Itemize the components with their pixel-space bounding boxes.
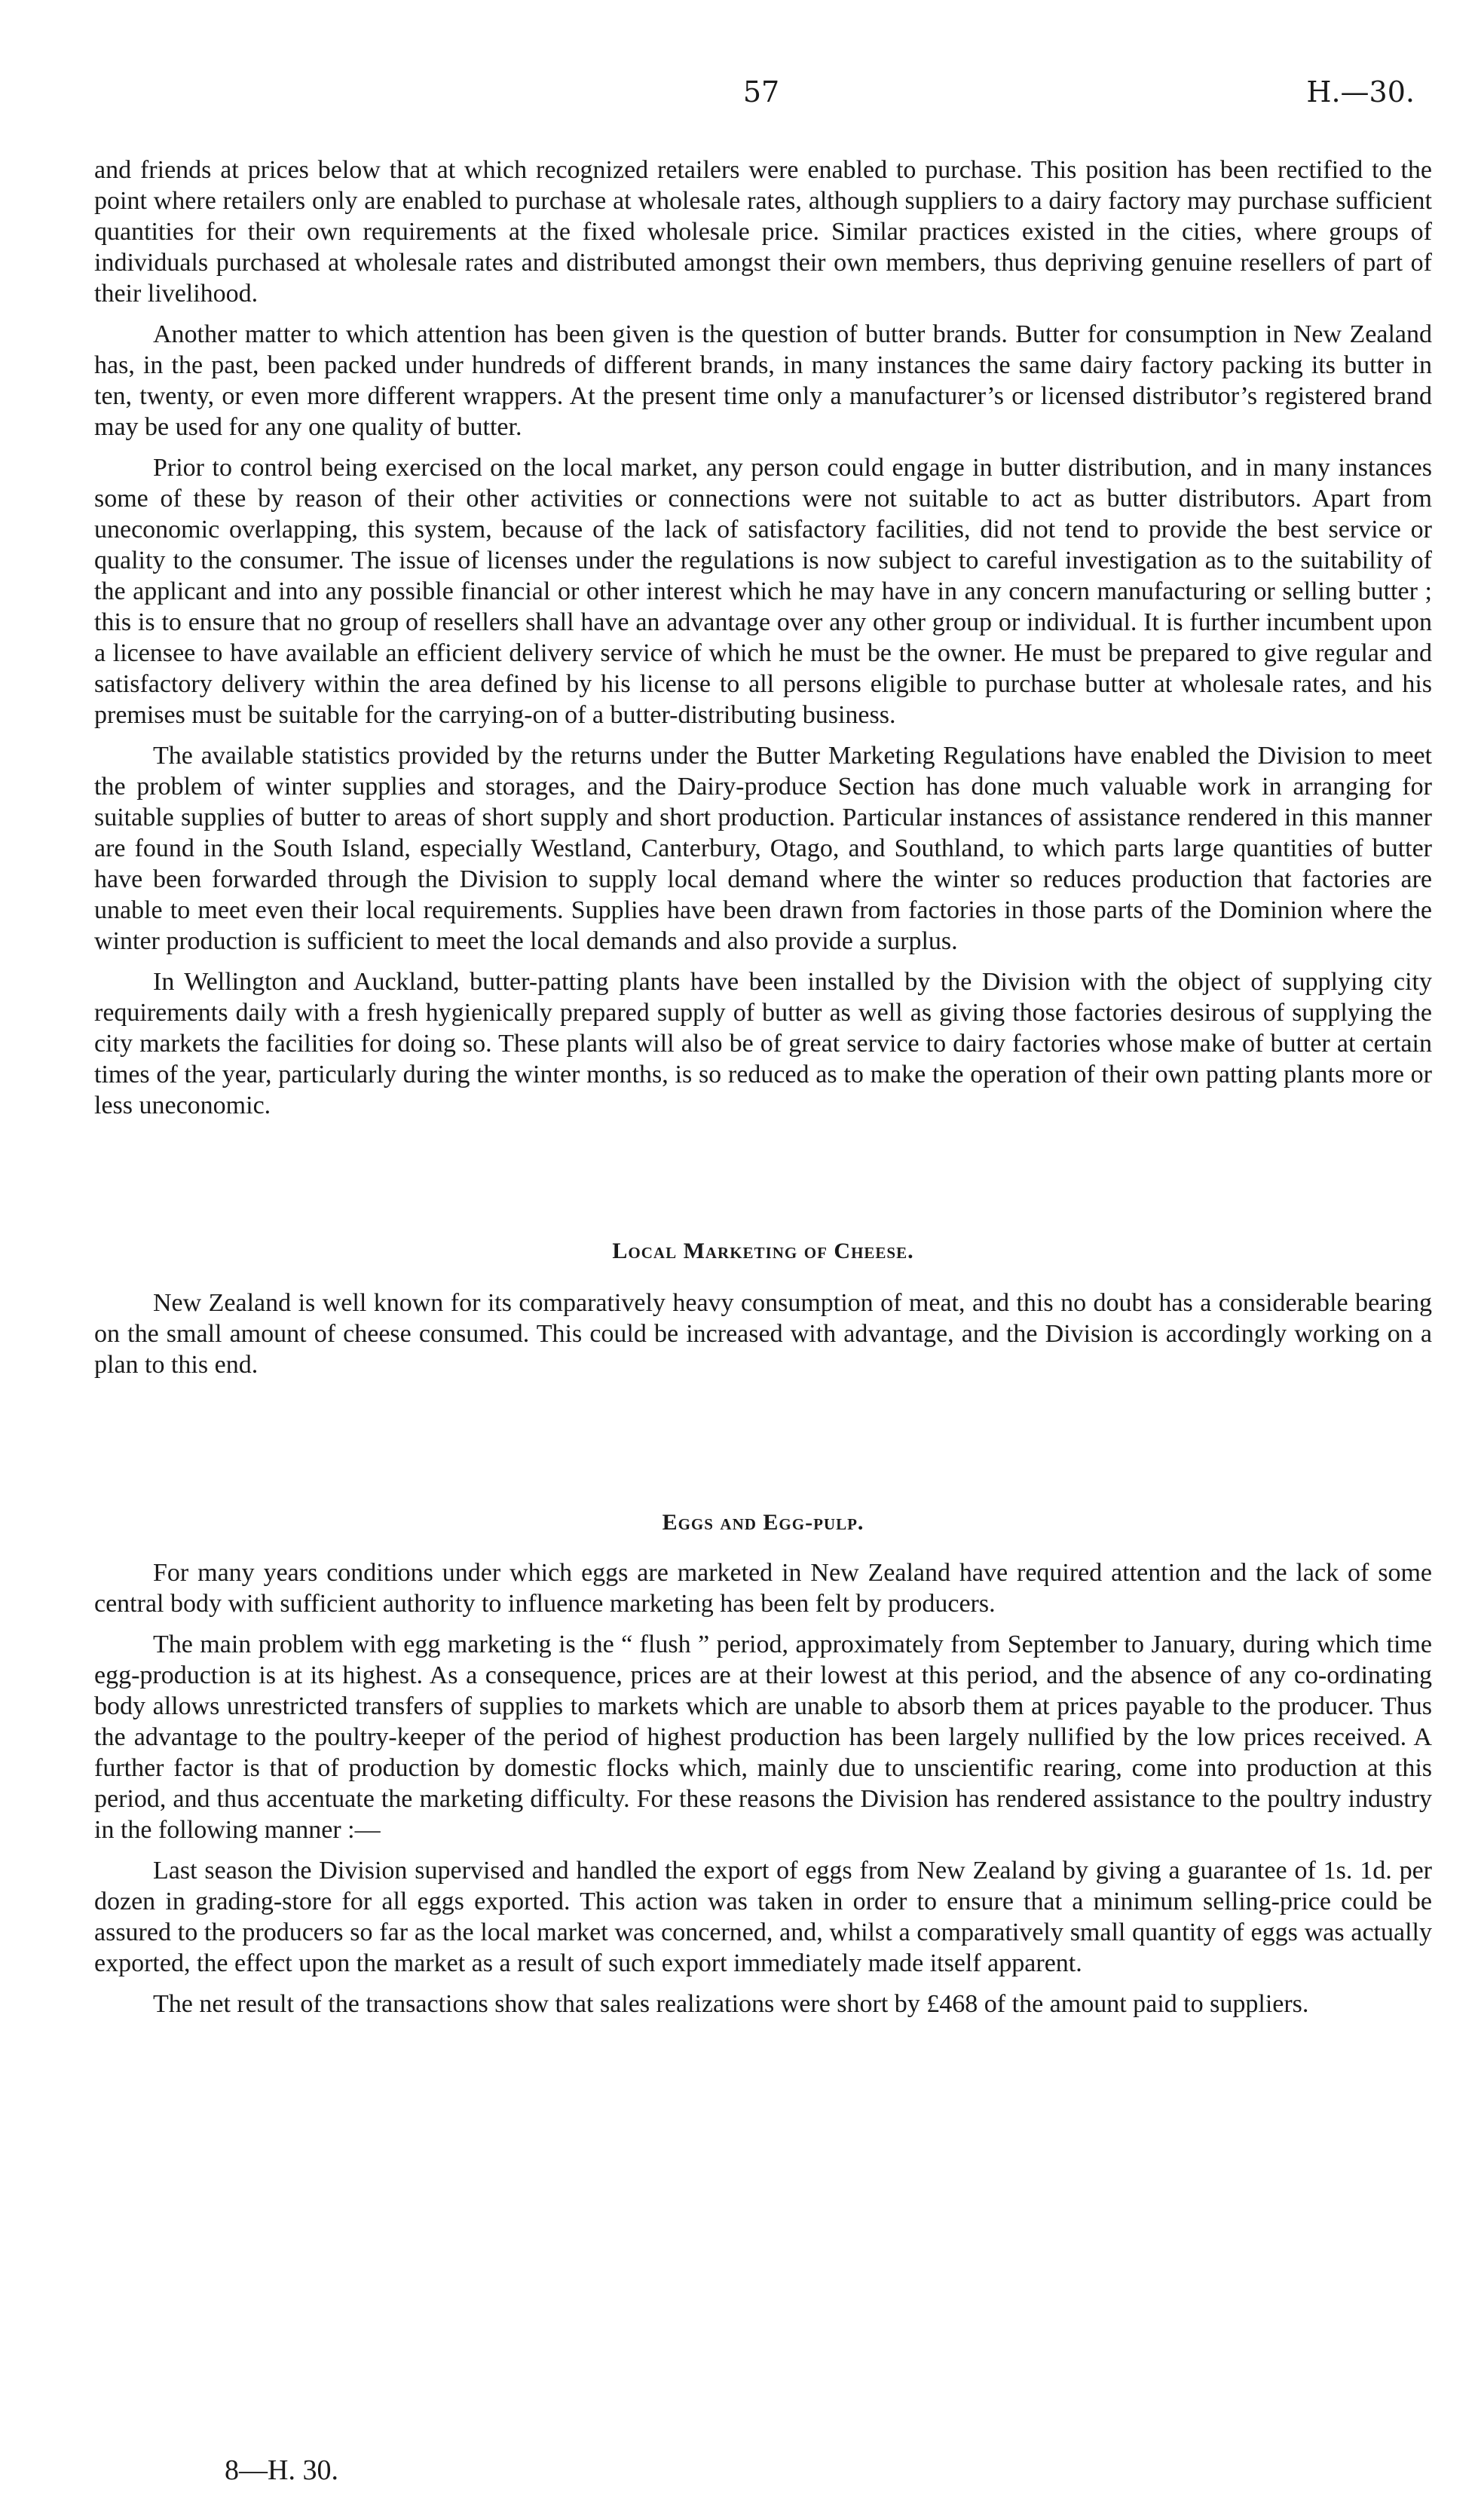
paragraph-eggs-conditions: For many years conditions under which eggs are marketed in New Zealand have required attention and the lack of some central body with sufficient authority to influence marketing has been felt by producers.	[94, 1559, 1432, 1618]
paragraph-eggs-flush-period: The main problem with egg marketing is the “ flush ” period, approximately from September to January, during which time egg-production is at its highest. As a consequence, prices are at their lowest at this period, and the absence of any co-ordinating body allows unrestricted transfers of supplies to markets which are unable to absorb them at prices payable to the producer. Thus the advantage to the poultry-keeper of the period of highest production has been largely nullified by the low prices received. A further factor is that of production by domestic flocks which, mainly due to unscientific rearing, come into production at this period, and thus accentuate the marketing difficulty. For these reasons the Division has rendered assistance to the poultry industry in the following manner :—	[94, 1630, 1432, 1844]
section-heading-cheese: Local Marketing of Cheese.	[612, 1239, 914, 1263]
section-heading-eggs: Eggs and Egg-pulp.	[662, 1510, 864, 1535]
paragraph-continuation: and friends at prices below that at which recognized retailers were enabled to purchase. This position has been rectified to the point where retailers only are enabled to purchase at wholesale rates, although suppliers to a dairy factory may purchase sufficient quantities for their own requirements at the fixed wholesale price. Similar practices existed in the cities, where groups of individuals purchased at wholesale rates and distributed amongst their own members, thus depriving genuine resellers of part of their livelihood.	[94, 156, 1432, 308]
page-header	[94, 75, 1428, 128]
paragraph-eggs-export: Last season the Division supervised and handled the export of eggs from New Zealand by giving a guarantee of 1s. 1d. per dozen in grading-store for all eggs exported. This action was taken in order to ensure that a minimum selling-price could be assured to the producers so far as the local market was concerned, and, whilst a comparatively small quantity of eggs was actually exported, the effect upon the market as a result of such export immediately made itself apparent.	[94, 1857, 1432, 1977]
page-number: 57	[742, 75, 780, 109]
paragraph-cheese: New Zealand is well known for its comparatively heavy consumption of meat, and this no doubt has a considerable bearing on the small amount of cheese consumed. This could be increased with advantage, and the Division is accordingly working on a plan to this end.	[94, 1289, 1432, 1379]
document-reference: H.—30.	[1306, 75, 1415, 109]
body-text	[94, 155, 1432, 2029]
paragraph-butter-brands: Another matter to which attention has been given is the question of butter brands. Butter for consumption in New Zealand has, in the past, been packed under hundreds of different brands, in many instances the same dairy factory packing its butter in ten, twenty, or even more different wrappers. At the present time only a manufacturer’s or licensed distributor’s registered brand may be used for any one quality of butter.	[94, 320, 1432, 441]
paragraph-eggs-net-result: The net result of the transactions show that sales realizations were short by £468 of the amount paid to suppliers.	[153, 1990, 1309, 2018]
paragraph-winter-supplies: The available statistics provided by the returns under the Butter Marketing Regulations have enabled the Division to meet the problem of winter supplies and storages, and the Dairy-produce Section has done much valuable work in arranging for suitable supplies of butter to areas of short supply and short production. Particular instances of assistance rendered in this manner are found in the South Island, especially Westland, Canterbury, Otago, and Southland, to which parts large quantities of butter have been forwarded through the Division to supply local demand where the winter so reduces production that factories are unable to meet even their local requirements. Supplies have been drawn from factories in those parts of the Dominion where the winter production is sufficient to meet the local demands and also provide a surplus.	[94, 742, 1432, 955]
paragraph-butter-distribution: Prior to control being exercised on the local market, any person could engage in butter distribution, and in many instances some of these by reason of their other activities or connections were not suitable to act as butter distributors. Apart from uneconomic overlapping, this system, because of the lack of satisfactory facilities, did not tend to provide the best service or quality to the consumer. The issue of licenses under the regulations is now subject to careful investigation as to the suitability of the applicant and into any possible financial or other interest which he may have in any concern manufacturing or selling butter ; this is to ensure that no group of resellers shall have an advantage over any other group or individual. It is further incumbent upon a licensee to have available an efficient delivery service of which he must be the owner. He must be prepared to give regular and satisfactory delivery within the area defined by his license to all persons eligible to purchase butter at wholesale rates, and his premises must be suitable for the carrying-on of a butter-distributing business.	[94, 454, 1432, 729]
paragraph-butter-patting: In Wellington and Auckland, butter-patting plants have been installed by the Division with the object of supplying city requirements daily with a fresh hygienically prepared supply of butter as well as giving those factories desirous of supplying the city markets the facilities for doing so. These plants will also be of great service to dairy factories whose make of butter at certain times of the year, particularly during the winter months, is so reduced as to make the operation of their own patting plants more or less uneconomic.	[94, 968, 1432, 1119]
footer-signature: 8—H. 30.	[225, 2454, 338, 2486]
